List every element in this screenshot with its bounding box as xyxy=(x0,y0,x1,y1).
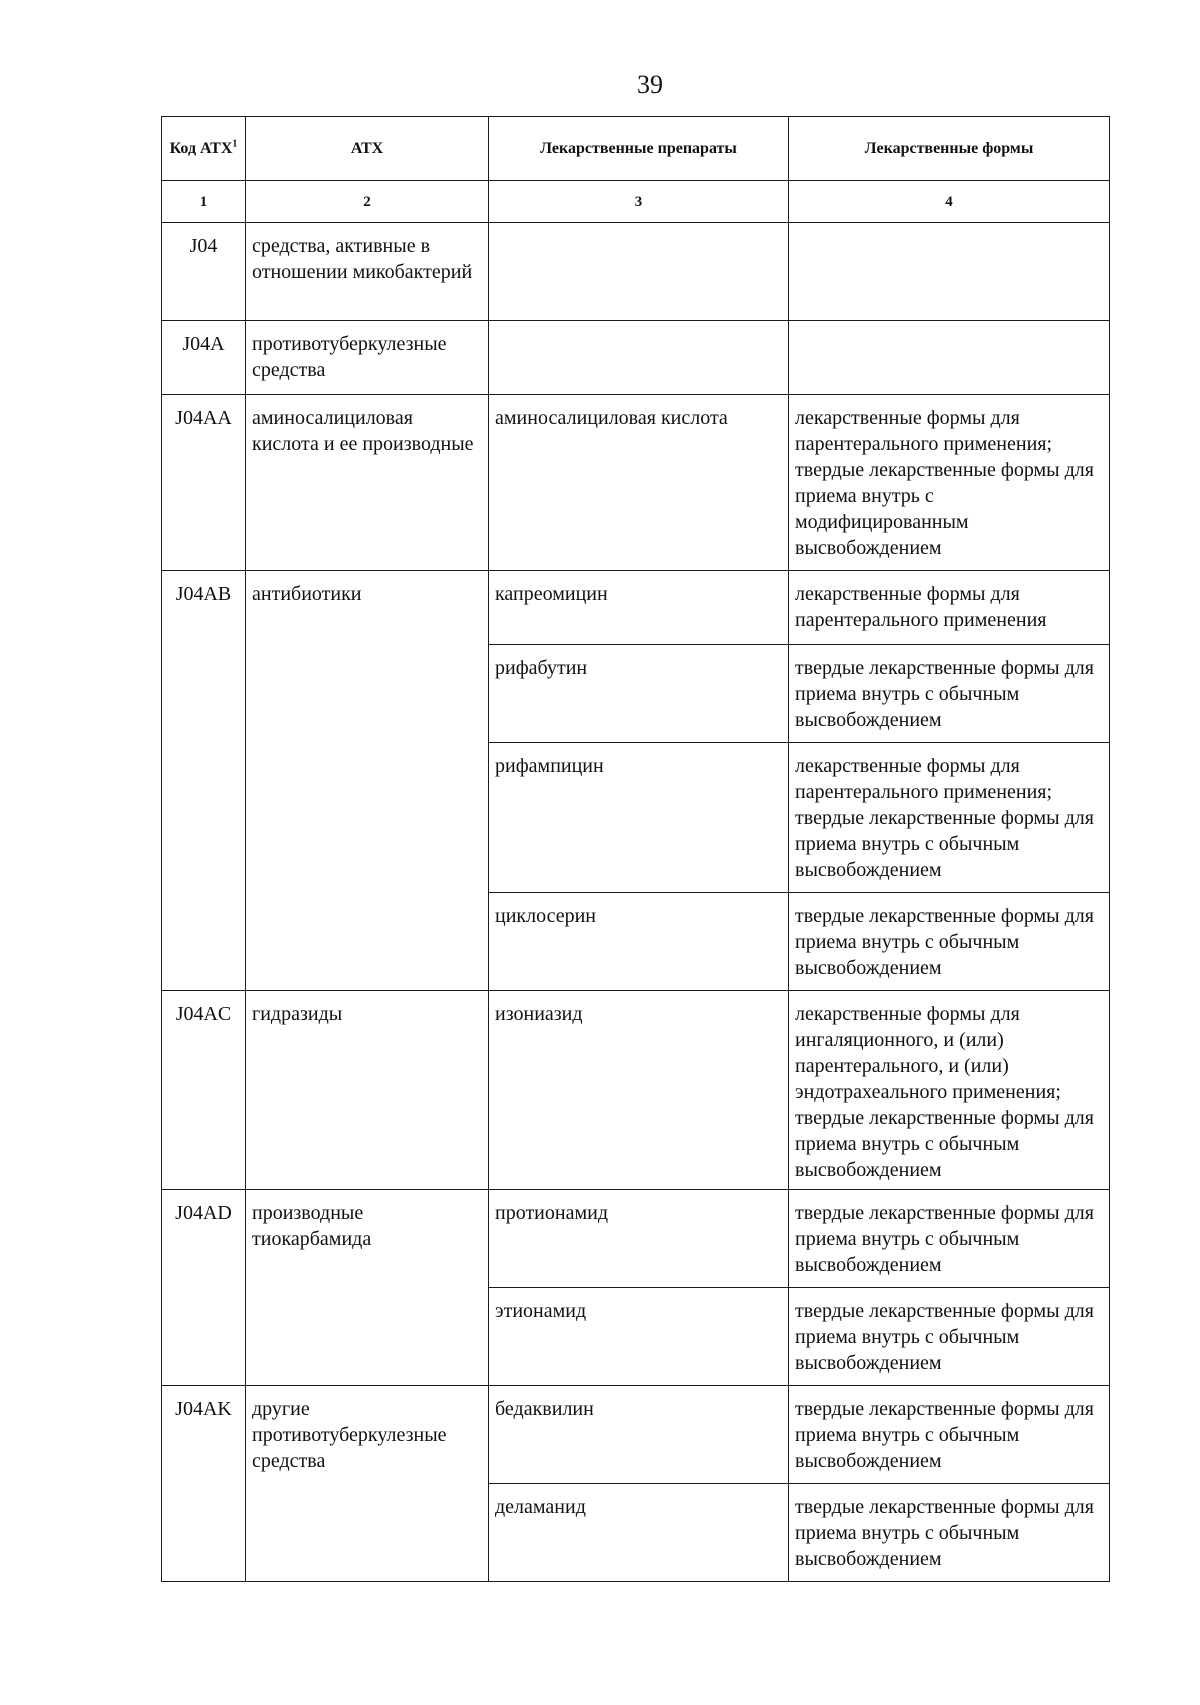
atx-name-cell: аминосалициловая кислота и ее производные xyxy=(246,395,489,571)
header-drugs: Лекарственные препараты xyxy=(489,117,789,181)
column-number-row xyxy=(162,181,1110,223)
table-body xyxy=(162,223,1110,1582)
table-row xyxy=(162,321,1110,395)
atx-code-cell: J04AC xyxy=(162,991,246,1190)
atx-code-cell: J04AB xyxy=(162,571,246,991)
column-number: 1 xyxy=(162,181,246,223)
dosage-form-cell: твердые лекарственные формы для приема внутрь с обычным высвобождением xyxy=(789,1288,1110,1386)
header-forms: Лекарственные формы xyxy=(789,117,1110,181)
dosage-form-cell xyxy=(789,223,1110,321)
dosage-form-cell: твердые лекарственные формы для приема внутрь с обычным высвобождением xyxy=(789,1484,1110,1582)
atx-code-cell: J04AK xyxy=(162,1386,246,1582)
drug-name-cell: рифабутин xyxy=(489,645,789,743)
atx-code-cell: J04A xyxy=(162,321,246,395)
column-number: 3 xyxy=(489,181,789,223)
drug-name-cell: аминосалициловая кислота xyxy=(489,395,789,571)
dosage-form-cell: твердые лекарственные формы для приема внутрь с обычным высвобождением xyxy=(789,1386,1110,1484)
atx-code-cell: J04AD xyxy=(162,1190,246,1386)
column-number: 2 xyxy=(246,181,489,223)
table-row xyxy=(162,395,1110,571)
dosage-form-cell: лекарственные формы для парентерального применения; твердые лекарственные формы для приема внутрь с обычным высвобождением xyxy=(789,743,1110,893)
atx-name-cell: антибиотики xyxy=(246,571,489,991)
drug-name-cell: рифампицин xyxy=(489,743,789,893)
drug-table xyxy=(161,116,1110,1582)
atx-name-cell: противотуберкулезные средства xyxy=(246,321,489,395)
table-row xyxy=(162,1386,1110,1484)
drug-name-cell: этионамид xyxy=(489,1288,789,1386)
atx-name-cell: другие противотуберкулезные средства xyxy=(246,1386,489,1582)
drug-name-cell: бедаквилин xyxy=(489,1386,789,1484)
atx-name-cell: средства, активные в отношении микобактерий xyxy=(246,223,489,321)
dosage-form-cell: твердые лекарственные формы для приема внутрь с обычным высвобождением xyxy=(789,893,1110,991)
atx-name-cell: гидразиды xyxy=(246,991,489,1190)
header-atx: АТХ xyxy=(246,117,489,181)
table-row xyxy=(162,991,1110,1190)
page-number: 39 xyxy=(637,70,663,99)
drug-name-cell: протионамид xyxy=(489,1190,789,1288)
column-number: 4 xyxy=(789,181,1110,223)
dosage-form-cell: твердые лекарственные формы для приема внутрь с обычным высвобождением xyxy=(789,1190,1110,1288)
dosage-form-cell xyxy=(789,321,1110,395)
table-row xyxy=(162,223,1110,321)
drug-name-cell xyxy=(489,223,789,321)
table-row xyxy=(162,571,1110,645)
dosage-form-cell: лекарственные формы для ингаляционного, и (или) парентерального, и (или) эндотрахеального применения; твердые лекарственные формы для приема внутрь с обычным высвобождением xyxy=(789,991,1110,1190)
header-code: Код АТХ$^1$ xyxy=(162,117,246,181)
atx-code-cell: J04AA xyxy=(162,395,246,571)
dosage-form-cell: лекарственные формы для парентерального применения xyxy=(789,571,1110,645)
table-row xyxy=(162,1190,1110,1288)
drug-name-cell: деламанид xyxy=(489,1484,789,1582)
drug-name-cell: изониазид xyxy=(489,991,789,1190)
drug-name-cell: циклосерин xyxy=(489,893,789,991)
atx-code-cell: J04 xyxy=(162,223,246,321)
dosage-form-cell: твердые лекарственные формы для приема внутрь с обычным высвобождением xyxy=(789,645,1110,743)
dosage-form-cell: лекарственные формы для парентерального применения; твердые лекарственные формы для приема внутрь с модифицированным высвобождением xyxy=(789,395,1110,571)
atx-name-cell: производные тиокарбамида xyxy=(246,1190,489,1386)
header-row xyxy=(162,117,1110,181)
drug-name-cell xyxy=(489,321,789,395)
drug-name-cell: капреомицин xyxy=(489,571,789,645)
